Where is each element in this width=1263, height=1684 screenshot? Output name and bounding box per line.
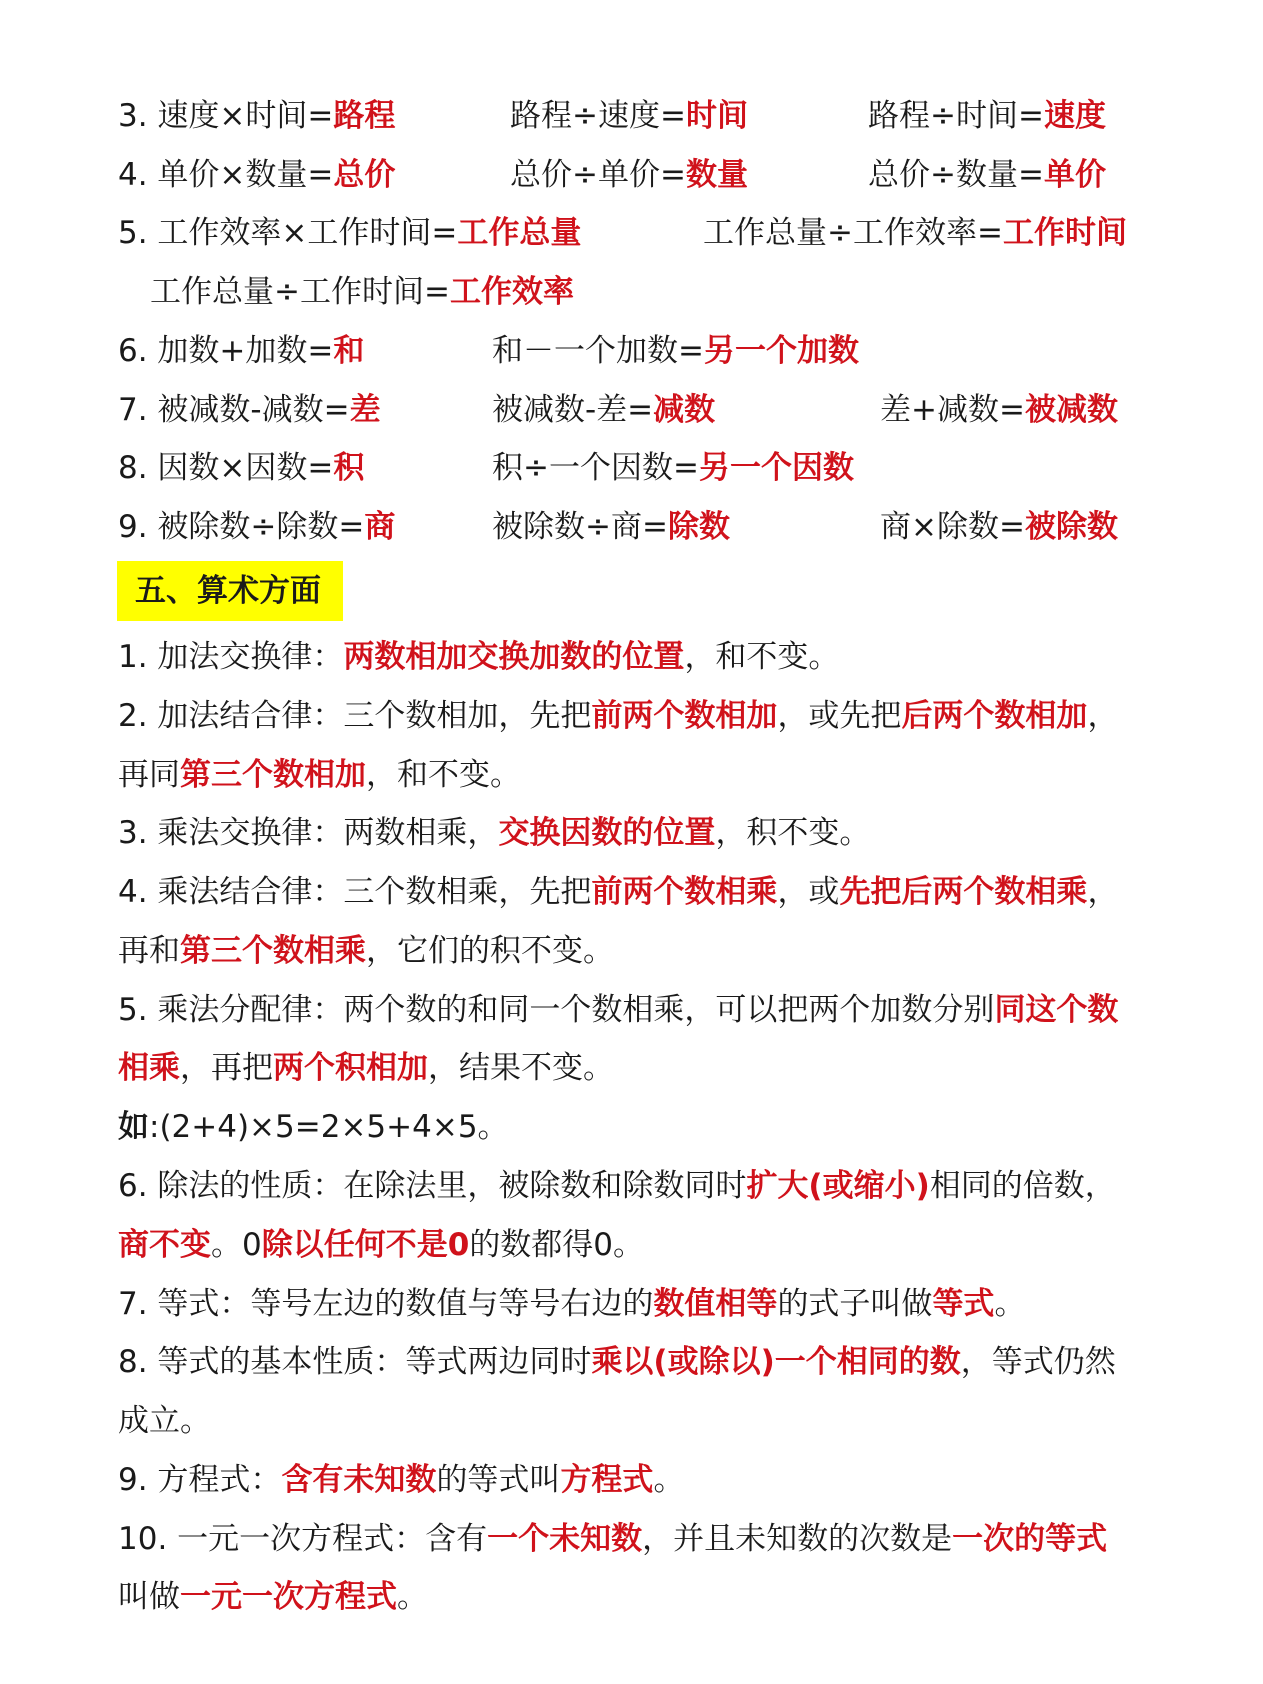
rule-text: 。 <box>653 1462 685 1498</box>
rule-10-line-1 <box>118 1519 1203 1559</box>
section-heading-text: 五、算术方面 <box>135 573 321 609</box>
rule-highlight: 乘以(或除以)一个相同的数 <box>591 1344 961 1380</box>
rule-text: 2. 加法结合律：三个数相加，先把 <box>118 698 592 734</box>
formula-result: 差 <box>349 392 381 428</box>
rule-text: ，和不变。 <box>366 757 521 793</box>
rule-7 <box>118 1284 1203 1324</box>
formula-text: 和－一个加数= <box>492 333 704 369</box>
rule-text: ，或先把 <box>777 698 902 734</box>
rule-2-line-1 <box>118 696 1203 736</box>
formula-6b <box>492 331 859 371</box>
rule-text: 相同的倍数， <box>929 1168 1116 1204</box>
rule-highlight: 同这个数 <box>994 992 1119 1028</box>
rule-highlight: 相乘 <box>118 1050 180 1086</box>
formula-line-5-cont <box>118 272 1203 312</box>
formula-result: 另一个因数 <box>698 450 854 486</box>
formula-4b <box>510 155 748 195</box>
rule-text: 再同 <box>118 757 180 793</box>
rule-text: 叫做 <box>118 1579 180 1615</box>
rule-5-line-1 <box>118 990 1203 1030</box>
rule-highlight: 数值相等 <box>653 1286 778 1322</box>
rule-4-line-2 <box>118 931 1203 971</box>
rule-text: 3. 乘法交换律：两数相乘， <box>118 815 499 851</box>
rule-8-line-1 <box>118 1342 1203 1382</box>
formula-result: 总价 <box>333 157 396 193</box>
formula-6a <box>118 331 364 371</box>
formula-line-7 <box>118 390 1203 430</box>
formula-9b <box>492 507 730 547</box>
rule-6-line-2 <box>118 1225 1203 1265</box>
formula-5b <box>703 213 1127 253</box>
rule-text: 的等式叫 <box>436 1462 561 1498</box>
rule-text: 8. 等式的基本性质：等式两边同时 <box>118 1344 592 1380</box>
formula-result: 被减数 <box>1024 392 1118 428</box>
rule-highlight: 除以任何不是0 <box>261 1227 470 1263</box>
rule-text: 成立。 <box>118 1403 211 1439</box>
formula-text: 工作总量÷工作效率= <box>703 215 1003 251</box>
formula-4c <box>868 155 1106 195</box>
rule-highlight: 两数相加交换加数的位置 <box>343 639 685 675</box>
formula-text: 被除数÷商= <box>492 509 668 545</box>
formula-line-4 <box>118 155 1203 195</box>
formula-line-5 <box>118 213 1203 253</box>
rule-text: 的式子叫做 <box>777 1286 933 1322</box>
formula-result: 商 <box>364 509 396 545</box>
section-heading <box>117 561 343 621</box>
formula-text: 5. 工作效率×工作时间= <box>118 215 458 251</box>
formula-result: 数量 <box>685 157 748 193</box>
rule-text: 4. 乘法结合律：三个数相乘，先把 <box>118 874 592 910</box>
formula-7a <box>118 390 381 430</box>
rule-text: ， <box>1087 874 1119 910</box>
formula-text: 4. 单价×数量= <box>118 157 334 193</box>
rule-highlight: 扩大(或缩小) <box>746 1168 930 1204</box>
rule-text: ，或 <box>777 874 840 910</box>
rule-text: 5. 乘法分配律：两个数的和同一个数相乘，可以把两个加数分别 <box>118 992 995 1028</box>
rule-10-line-2 <box>118 1577 1203 1617</box>
formula-text: 路程÷时间= <box>868 98 1044 134</box>
formula-result: 另一个加数 <box>703 333 859 369</box>
formula-text: 总价÷单价= <box>510 157 686 193</box>
formula-result: 速度 <box>1043 98 1106 134</box>
rule-6-line-1 <box>118 1166 1203 1206</box>
rule-highlight: 两个积相加 <box>273 1050 428 1086</box>
rule-highlight: 一元一次方程式 <box>180 1579 397 1615</box>
rule-8-line-2 <box>118 1401 1203 1441</box>
rule-text: 9. 方程式： <box>118 1462 282 1498</box>
formula-text: 6. 加数+加数= <box>118 333 334 369</box>
formula-7c <box>880 390 1118 430</box>
rule-text: 1. 加法交换律： <box>118 639 344 675</box>
rule-highlight: 一个未知数 <box>487 1521 643 1557</box>
rule-highlight: 先把后两个数相乘 <box>839 874 1088 910</box>
rule-text: ， <box>1087 698 1119 734</box>
rule-text: ，再把 <box>180 1050 273 1086</box>
formula-text: 积÷一个因数= <box>492 450 699 486</box>
rule-text: ，等式仍然 <box>960 1344 1116 1380</box>
rule-text: 7. 等式：等号左边的数值与等号右边的 <box>118 1286 654 1322</box>
formula-text: 9. 被除数÷除数= <box>118 509 365 545</box>
formula-5c <box>150 272 574 312</box>
rule-3 <box>118 813 1203 853</box>
rule-text: ，它们的积不变。 <box>366 933 614 969</box>
formula-line-6 <box>118 331 1203 371</box>
rule-highlight: 后两个数相加 <box>901 698 1088 734</box>
formula-text: 差+减数= <box>880 392 1025 428</box>
formula-result: 工作效率 <box>449 274 574 310</box>
formula-text: 7. 被减数-减数= <box>118 392 350 428</box>
rule-text: 。 <box>994 1286 1026 1322</box>
formula-3b <box>510 96 748 136</box>
formula-text: 工作总量÷工作时间= <box>150 274 450 310</box>
rule-text: 再和 <box>118 933 180 969</box>
formula-4a <box>118 155 395 195</box>
rule-2-line-2 <box>118 755 1203 795</box>
formula-result: 积 <box>333 450 365 486</box>
formula-result: 单价 <box>1043 157 1106 193</box>
rule-text: ，结果不变。 <box>428 1050 614 1086</box>
rule-highlight: 交换因数的位置 <box>498 815 716 851</box>
formula-9c <box>880 507 1118 547</box>
example-label: 如 <box>118 1109 149 1145</box>
rule-4-line-1 <box>118 872 1203 912</box>
formula-5a <box>118 213 581 253</box>
formula-text: 被减数-差= <box>492 392 654 428</box>
formula-text: 路程÷速度= <box>510 98 686 134</box>
rule-highlight: 等式 <box>932 1286 995 1322</box>
rule-text: 6. 除法的性质：在除法里，被除数和除数同时 <box>118 1168 747 1204</box>
formula-text: 商×除数= <box>880 509 1025 545</box>
rule-highlight: 前两个数相加 <box>591 698 778 734</box>
formula-result: 时间 <box>685 98 748 134</box>
formula-result: 和 <box>333 333 365 369</box>
rule-9 <box>118 1460 1203 1500</box>
formula-8a <box>118 448 364 488</box>
formula-result: 路程 <box>333 98 396 134</box>
formula-text: 总价÷数量= <box>868 157 1044 193</box>
formula-result: 被除数 <box>1024 509 1118 545</box>
formula-9a <box>118 507 395 547</box>
rule-highlight: 第三个数相乘 <box>180 933 366 969</box>
formula-line-3 <box>118 96 1203 136</box>
rule-highlight: 第三个数相加 <box>180 757 366 793</box>
rule-text: 。0 <box>211 1227 262 1263</box>
rule-5-line-2 <box>118 1048 1203 1088</box>
rule-text: 。 <box>397 1579 428 1615</box>
example-text: :(2+4)×5=2×5+4×5。 <box>149 1109 509 1145</box>
rule-text: ，积不变。 <box>715 815 871 851</box>
rule-text: 的数都得0。 <box>469 1227 645 1263</box>
formula-line-9 <box>118 507 1203 547</box>
formula-3a <box>118 96 395 136</box>
formula-line-8 <box>118 448 1203 488</box>
formula-text: 8. 因数×因数= <box>118 450 334 486</box>
rule-text: ，并且未知数的次数是 <box>642 1521 953 1557</box>
formula-8b <box>492 448 854 488</box>
rule-highlight: 一次的等式 <box>952 1521 1108 1557</box>
rule-highlight: 商不变 <box>118 1227 211 1263</box>
formula-3c <box>868 96 1106 136</box>
rule-text: ，和不变。 <box>684 639 840 675</box>
formula-result: 减数 <box>653 392 716 428</box>
formula-text: 3. 速度×时间= <box>118 98 334 134</box>
example-line <box>118 1107 1203 1147</box>
rule-highlight: 方程式 <box>560 1462 654 1498</box>
rule-highlight: 前两个数相乘 <box>591 874 778 910</box>
rule-1 <box>118 637 1203 677</box>
formula-result: 工作总量 <box>457 215 582 251</box>
rule-text: 10. 一元一次方程式：含有 <box>118 1521 488 1557</box>
rule-highlight: 含有未知数 <box>281 1462 437 1498</box>
formula-7b <box>492 390 715 430</box>
formula-result: 工作时间 <box>1002 215 1127 251</box>
formula-result: 除数 <box>667 509 730 545</box>
